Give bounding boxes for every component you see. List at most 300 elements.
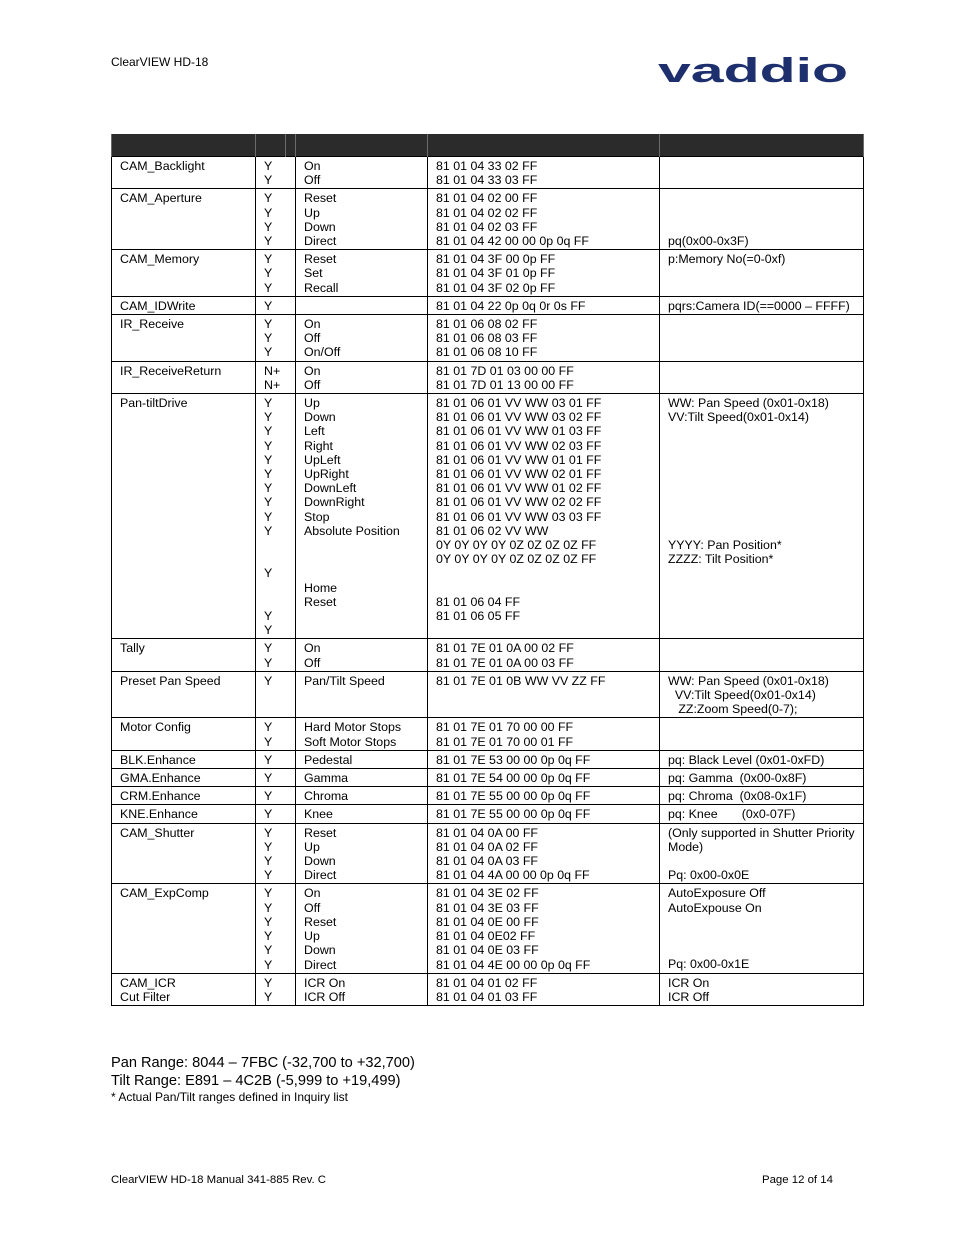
cell-line: 81 01 04 33 03 FF <box>436 173 538 188</box>
cell-line: 81 01 04 01 02 FF <box>436 975 538 990</box>
range-footnote: * Actual Pan/Tilt ranges defined in Inquiry list <box>111 1090 349 1104</box>
cell-line: pq: Chroma (0x08-0x1F) <box>668 789 807 804</box>
cell-line: Gamma <box>304 771 349 786</box>
cell-line: Direct <box>304 234 337 249</box>
cell-line: Reset <box>304 252 337 267</box>
support-cell <box>256 805 296 823</box>
cell-line: 81 01 04 3F 02 0p FF <box>436 280 556 295</box>
cell-line: Y <box>264 655 273 670</box>
cell-line: Motor Config <box>120 720 191 735</box>
document-header-title: ClearVIEW HD-18 <box>111 55 209 69</box>
cell-line: Y <box>264 219 273 234</box>
cell-line: Y <box>264 943 273 958</box>
cell-line: Y <box>264 673 273 688</box>
support-cell <box>256 296 296 314</box>
cell-line: Tally <box>120 641 145 656</box>
value-cell <box>660 250 864 297</box>
cell-line: 81 01 04 01 03 FF <box>436 989 538 1004</box>
cell-line: 0Y 0Y 0Y 0Y 0Z 0Z 0Z 0Z FF <box>436 538 597 553</box>
cell-line: Y <box>264 467 273 482</box>
option-cell <box>296 884 428 973</box>
table-row <box>112 884 864 973</box>
cell-line: 81 01 04 0E02 FF <box>436 929 536 944</box>
value-cell <box>660 973 864 1005</box>
footer-page-number: Page 12 of 14 <box>762 1174 833 1186</box>
table-row <box>112 718 864 750</box>
cell-line: Y <box>264 900 273 915</box>
cell-line: Y <box>264 252 273 267</box>
cell-line: Direct <box>304 868 337 883</box>
cell-line: Y <box>264 438 273 453</box>
cell-line <box>668 467 859 481</box>
value-cell <box>660 769 864 787</box>
cell-line: 81 01 06 01 VV WW 01 02 FF <box>436 481 602 496</box>
cell-line: CAM_Memory <box>120 252 200 267</box>
cell-line: Y <box>264 509 273 524</box>
cell-line <box>304 566 423 580</box>
cell-line: Y <box>264 234 273 249</box>
cell-line: ZZZZ: Tilt Position* <box>668 552 774 567</box>
cell-line: Down <box>304 219 336 234</box>
value-cell <box>660 750 864 768</box>
cell-line <box>264 538 291 552</box>
cell-line: (Only supported in Shutter Priority Mode) <box>668 825 859 854</box>
cell-line: Y <box>264 298 273 313</box>
cell-line: CRM.Enhance <box>120 789 201 804</box>
cell-line: p:Memory No(=0-0xf) <box>668 252 786 267</box>
cell-line: Y <box>264 331 273 346</box>
packet-cell <box>428 361 660 393</box>
support-cell <box>256 361 296 393</box>
support-cell <box>256 639 296 671</box>
option-cell <box>296 250 428 297</box>
value-cell <box>660 315 864 362</box>
packet-cell <box>428 769 660 787</box>
cell-line <box>668 495 859 509</box>
cell-line: Y <box>264 317 273 332</box>
table-row <box>112 394 864 639</box>
option-cell <box>296 639 428 671</box>
option-cell <box>296 394 428 639</box>
command-name-cell <box>112 296 256 314</box>
cell-line: Up <box>304 396 320 411</box>
cell-line: 81 01 7E 53 00 00 0p 0q FF <box>436 752 591 767</box>
support-cell <box>256 671 296 718</box>
cell-line: Y <box>264 280 273 295</box>
cell-line: AutoExpouse On <box>668 900 762 915</box>
cell-line: AutoExposure Off <box>668 886 766 901</box>
cell-line: Off <box>304 173 321 188</box>
cell-line: Hard Motor Stops <box>304 720 402 735</box>
cell-line <box>264 552 291 566</box>
support-cell <box>256 718 296 750</box>
cell-line: 81 01 04 3F 01 0p FF <box>436 266 556 281</box>
cell-line: Y <box>264 523 273 538</box>
option-cell <box>296 718 428 750</box>
command-name-cell <box>112 671 256 718</box>
packet-cell <box>428 250 660 297</box>
footer-manual-id: ClearVIEW HD-18 Manual 341-885 Rev. C <box>111 1174 327 1186</box>
cell-line: Up <box>304 839 320 854</box>
visca-command-table <box>111 134 864 1006</box>
cell-line: Y <box>264 495 273 510</box>
packet-cell <box>428 394 660 639</box>
cell-line: Recall <box>304 280 339 295</box>
cell-line: 81 01 06 05 FF <box>436 609 521 624</box>
table-row <box>112 189 864 250</box>
support-cell <box>256 157 296 189</box>
cell-line: CAM_Shutter <box>120 825 195 840</box>
cell-line: 81 01 06 02 VV WW <box>436 523 549 538</box>
cell-line: On <box>304 641 321 656</box>
option-cell <box>296 787 428 805</box>
command-name-cell <box>112 189 256 250</box>
command-name-cell <box>112 769 256 787</box>
cell-line: Reset <box>304 191 337 206</box>
value-cell <box>660 805 864 823</box>
support-cell <box>256 750 296 768</box>
value-cell <box>660 718 864 750</box>
cell-line: 81 01 06 08 02 FF <box>436 317 538 332</box>
cell-line: Right <box>304 438 333 453</box>
cell-line: 81 01 06 01 VV WW 03 01 FF <box>436 396 602 411</box>
tilt-range-note: Tilt Range: E891 – 4C2B (-5,999 to +19,499) <box>111 1073 401 1089</box>
cell-line: Reset <box>304 594 337 609</box>
command-name-cell <box>112 718 256 750</box>
packet-cell <box>428 296 660 314</box>
command-name-cell <box>112 973 256 1005</box>
cell-line: 81 01 7E 01 70 00 00 FF <box>436 720 574 735</box>
cell-line: DownRight <box>304 495 365 510</box>
cell-line: Pq: 0x00-0x0E <box>668 868 750 883</box>
cell-line: pq: Black Level (0x01-0xFD) <box>668 752 825 767</box>
cell-line: 81 01 7D 01 03 00 00 FF <box>436 363 574 378</box>
cell-line: Preset Pan Speed <box>120 673 221 688</box>
cell-line: Y <box>264 566 273 581</box>
cell-line <box>264 595 291 609</box>
cell-line: 81 01 04 0A 02 FF <box>436 839 538 854</box>
option-cell <box>296 769 428 787</box>
cell-line: Y <box>264 752 273 767</box>
cell-line <box>668 481 859 495</box>
cell-line: Y <box>264 191 273 206</box>
cell-line <box>668 929 859 943</box>
cell-line: Pan/Tilt Speed <box>304 673 385 688</box>
packet-cell <box>428 805 660 823</box>
cell-line: KNE.Enhance <box>120 807 198 822</box>
table-row <box>112 671 864 718</box>
cell-line: Y <box>264 825 273 840</box>
table-row <box>112 361 864 393</box>
packet-cell <box>428 671 660 718</box>
cell-line: 81 01 04 02 02 FF <box>436 205 538 220</box>
cell-line: pq(0x00-0x3F) <box>668 233 749 248</box>
cell-line: Off <box>304 900 321 915</box>
header-cell-packet <box>428 134 660 157</box>
option-cell <box>296 361 428 393</box>
cell-line: CAM_ExpComp <box>120 886 209 901</box>
table-row <box>112 250 864 297</box>
cell-line: IR_Receive <box>120 317 185 332</box>
cell-line: CAM_IDWrite <box>120 298 196 313</box>
option-cell <box>296 671 428 718</box>
option-cell <box>296 973 428 1005</box>
range-notes <box>111 1054 415 1105</box>
cell-line: Chroma <box>304 789 349 804</box>
cell-line: 81 01 06 01 VV WW 01 01 FF <box>436 452 602 467</box>
value-cell <box>660 787 864 805</box>
cell-line: 81 01 04 33 02 FF <box>436 159 538 173</box>
cell-line: Knee <box>304 807 333 822</box>
cell-line <box>668 220 859 234</box>
packet-cell <box>428 639 660 671</box>
cell-line: 81 01 04 02 00 FF <box>436 191 538 206</box>
cell-line: Y <box>264 868 273 883</box>
cell-line: Up <box>304 929 320 944</box>
cell-line: Cut Filter <box>120 989 171 1004</box>
command-name-cell <box>112 394 256 639</box>
cell-line: Y <box>264 266 273 281</box>
cell-line: CAM_Aperture <box>120 191 202 206</box>
cell-line: Y <box>264 424 273 439</box>
cell-line: VV:Tilt Speed(0x01-0x14) <box>668 410 809 425</box>
table-row <box>112 973 864 1005</box>
support-cell <box>256 769 296 787</box>
option-cell <box>296 189 428 250</box>
cell-line: 81 01 06 04 FF <box>436 594 521 609</box>
cell-line: UpLeft <box>304 452 341 467</box>
cell-line: ICR Off <box>304 989 346 1004</box>
cell-line: Direct <box>304 957 337 972</box>
packet-cell <box>428 315 660 362</box>
cell-line: Off <box>304 331 321 346</box>
cell-line: Y <box>264 623 273 638</box>
support-cell <box>256 823 296 884</box>
cell-line: 81 01 04 0A 00 FF <box>436 825 538 840</box>
cell-line: Up <box>304 205 320 220</box>
cell-line: Y <box>264 975 273 990</box>
value-cell <box>660 157 864 189</box>
cell-line: 81 01 7D 01 13 00 00 FF <box>436 377 574 392</box>
cell-line: Absolute Position <box>304 523 400 538</box>
packet-cell <box>428 787 660 805</box>
vaddio-logo <box>658 54 854 88</box>
option-cell <box>296 315 428 362</box>
cell-line: Soft Motor Stops <box>304 734 397 749</box>
cell-line: DownLeft <box>304 481 357 496</box>
cell-line: 81 01 06 01 VV WW 01 03 FF <box>436 424 602 439</box>
command-name-cell <box>112 823 256 884</box>
option-cell <box>296 805 428 823</box>
table-row <box>112 750 864 768</box>
header-cell-value <box>660 134 864 157</box>
support-cell <box>256 884 296 973</box>
cell-line: 81 01 7E 55 00 00 0p 0q FF <box>436 789 591 804</box>
command-name-cell <box>112 361 256 393</box>
table-row <box>112 787 864 805</box>
command-name-cell <box>112 250 256 297</box>
cell-line: Stop <box>304 509 330 524</box>
cell-line: ICR On <box>668 975 710 990</box>
value-cell <box>660 394 864 639</box>
value-cell <box>660 189 864 250</box>
value-cell <box>660 361 864 393</box>
option-cell <box>296 296 428 314</box>
cell-line <box>436 566 655 580</box>
cell-line: N+ <box>264 363 281 378</box>
logo-text: vaddio <box>658 54 848 88</box>
cell-line <box>304 538 423 552</box>
support-cell <box>256 787 296 805</box>
cell-line: Y <box>264 807 273 822</box>
cell-line: Y <box>264 173 273 188</box>
table-row <box>112 296 864 314</box>
cell-line: 81 01 7E 54 00 00 0p 0q FF <box>436 771 591 786</box>
cell-line: Off <box>304 377 321 392</box>
support-cell <box>256 394 296 639</box>
cell-line: Down <box>304 410 336 425</box>
cell-line: YYYY: Pan Position* <box>668 537 782 552</box>
cell-line: Reset <box>304 825 337 840</box>
cell-line: 0Y 0Y 0Y 0Y 0Z 0Z 0Z 0Z FF <box>436 552 597 567</box>
cell-line <box>264 581 291 595</box>
cell-line: 81 01 7E 01 0A 00 03 FF <box>436 655 574 670</box>
packet-cell <box>428 823 660 884</box>
cell-line: BLK.Enhance <box>120 752 196 767</box>
cell-line: Y <box>264 854 273 869</box>
cell-line: 81 01 06 01 VV WW 03 02 FF <box>436 410 602 425</box>
packet-cell <box>428 884 660 973</box>
cell-line: CAM_ICR <box>120 975 176 990</box>
cell-line: pq: Knee (0x0-07F) <box>668 807 796 822</box>
table-row <box>112 315 864 362</box>
table-header-row <box>112 134 864 157</box>
table-row <box>112 823 864 884</box>
packet-cell <box>428 750 660 768</box>
cell-line: 81 01 06 01 VV WW 03 03 FF <box>436 509 602 524</box>
option-cell <box>296 823 428 884</box>
table-row <box>112 639 864 671</box>
value-cell <box>660 671 864 718</box>
cell-line: Set <box>304 266 323 281</box>
cell-line: Reset <box>304 914 337 929</box>
cell-line: Y <box>264 609 273 624</box>
cell-line: Pq: 0x00-0x1E <box>668 957 750 972</box>
packet-cell <box>428 973 660 1005</box>
cell-line: Y <box>264 410 273 425</box>
cell-line <box>668 453 859 467</box>
command-name-cell <box>112 315 256 362</box>
command-name-cell <box>112 157 256 189</box>
cell-line: ZZ:Zoom Speed(0-7); <box>668 702 798 717</box>
support-cell <box>256 189 296 250</box>
cell-line: Down <box>304 854 336 869</box>
cell-line <box>668 915 859 929</box>
support-cell <box>256 250 296 297</box>
cell-line: pq: Gamma (0x00-0x8F) <box>668 771 807 786</box>
table-row <box>112 157 864 189</box>
cell-line: Pan-tiltDrive <box>120 396 188 411</box>
cell-line: Y <box>264 957 273 972</box>
cell-line <box>668 439 859 453</box>
cell-line: Y <box>264 839 273 854</box>
packet-cell <box>428 718 660 750</box>
table-row <box>112 805 864 823</box>
cell-line: 81 01 06 01 VV WW 02 03 FF <box>436 438 602 453</box>
command-name-cell <box>112 750 256 768</box>
cell-line: Y <box>264 734 273 749</box>
cell-line: On <box>304 886 321 901</box>
cell-line: ICR Off <box>668 989 710 1004</box>
header-cell-command <box>112 134 256 157</box>
cell-line: Y <box>264 929 273 944</box>
cell-line: 81 01 06 08 03 FF <box>436 331 538 346</box>
cell-line: 81 01 06 08 10 FF <box>436 345 538 360</box>
cell-line: 81 01 7E 01 0B WW VV ZZ FF <box>436 673 606 688</box>
packet-cell <box>428 157 660 189</box>
cell-line <box>668 510 859 524</box>
cell-line: 81 01 04 3E 03 FF <box>436 900 539 915</box>
cell-line: N+ <box>264 377 281 392</box>
command-name-cell <box>112 805 256 823</box>
cell-line: Y <box>264 914 273 929</box>
cell-line: CAM_Backlight <box>120 159 205 173</box>
cell-line: WW: Pan Speed (0x01-0x18) <box>668 396 829 411</box>
pan-range-note: Pan Range: 8044 – 7FBC (-32,700 to +32,700) <box>111 1055 415 1071</box>
cell-line: Y <box>264 452 273 467</box>
cell-line: GMA.Enhance <box>120 771 201 786</box>
cell-line <box>304 552 423 566</box>
cell-line: Y <box>264 481 273 496</box>
cell-line: Y <box>264 205 273 220</box>
cell-line: UpRight <box>304 467 349 482</box>
cell-line: pqrs:Camera ID(==0000 – FFFF) <box>668 298 850 313</box>
command-name-cell <box>112 639 256 671</box>
cell-line: Y <box>264 159 273 173</box>
table-row <box>112 769 864 787</box>
value-cell <box>660 296 864 314</box>
cell-line: 81 01 7E 01 70 00 01 FF <box>436 734 574 749</box>
cell-line: On <box>304 363 321 378</box>
command-name-cell <box>112 787 256 805</box>
header-cell-support <box>256 134 286 157</box>
cell-line: Left <box>304 424 325 439</box>
cell-line: Y <box>264 396 273 411</box>
cell-line: On <box>304 317 321 332</box>
cell-line <box>668 191 859 205</box>
cell-line: Off <box>304 655 321 670</box>
cell-line: Y <box>264 886 273 901</box>
cell-line: On/Off <box>304 345 341 360</box>
table-body <box>112 157 864 1006</box>
cell-line: 81 01 7E 55 00 00 0p 0q FF <box>436 807 591 822</box>
cell-line: Y <box>264 989 273 1004</box>
cell-line: Down <box>304 943 336 958</box>
cell-line: 81 01 04 0A 03 FF <box>436 854 538 869</box>
cell-line <box>668 854 859 868</box>
cell-line: WW: Pan Speed (0x01-0x18) <box>668 673 829 688</box>
cell-line: 81 01 04 4E 00 00 0p 0q FF <box>436 957 591 972</box>
support-cell <box>256 973 296 1005</box>
cell-line <box>668 424 859 438</box>
cell-line <box>668 943 859 957</box>
packet-cell <box>428 189 660 250</box>
cell-line: 81 01 04 4A 00 00 0p 0q FF <box>436 868 590 883</box>
cell-line: 81 01 04 22 0p 0q 0r 0s FF <box>436 298 586 313</box>
cell-line: 81 01 06 01 VV WW 02 01 FF <box>436 467 602 482</box>
cell-line: Y <box>264 771 273 786</box>
cell-line: On <box>304 159 321 173</box>
